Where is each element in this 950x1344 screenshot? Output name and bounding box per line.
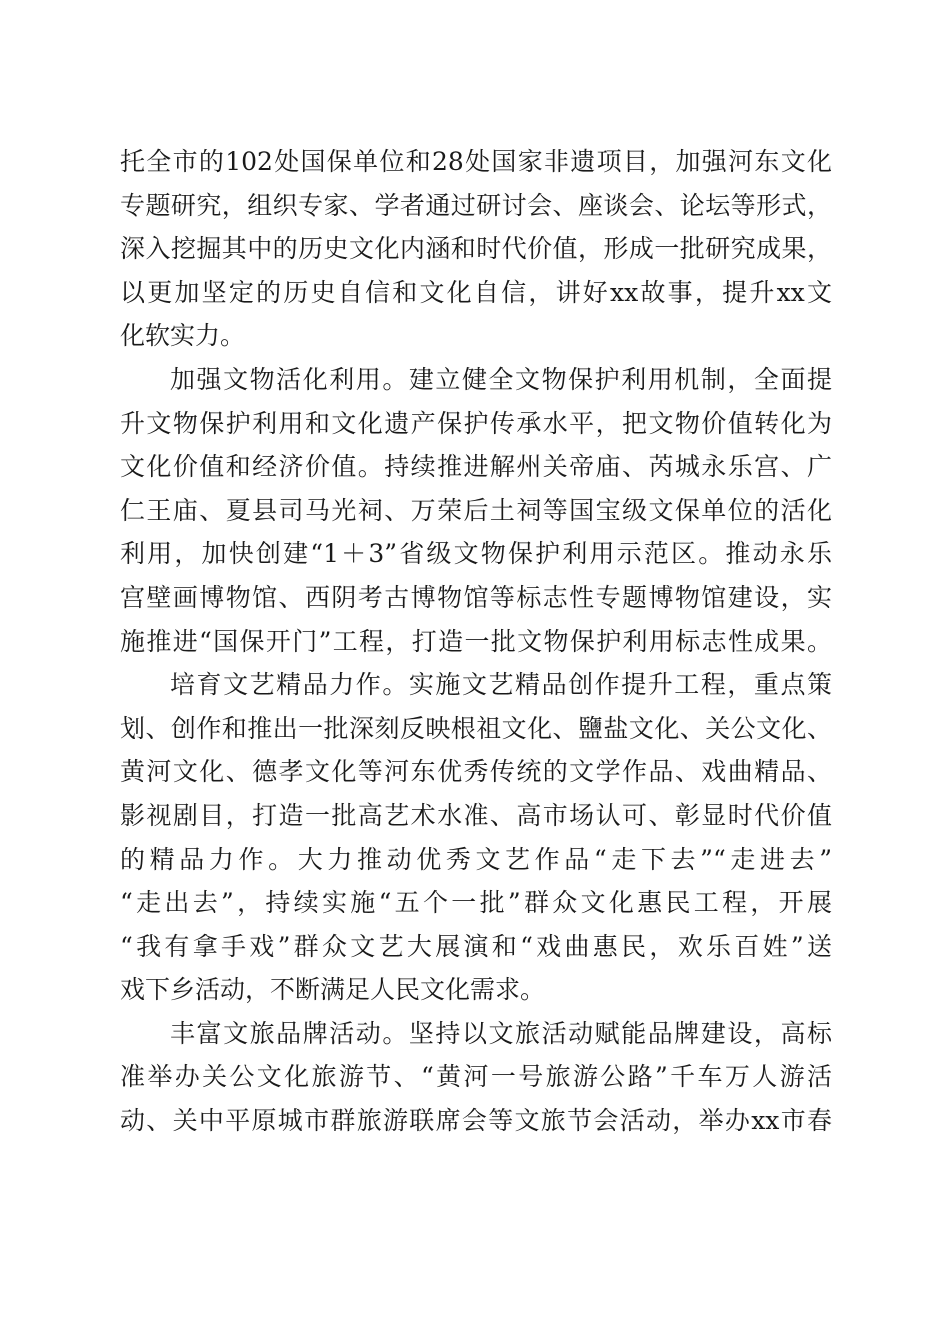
- text-line: 准举办关公文化旅游节、“黄河一号旅游公路”千车万人游活: [120, 1062, 832, 1092]
- text-line: 戏下乡活动，不断满足人民文化需求。: [120, 975, 546, 1005]
- text-line: 托全市的102处国保单位和28处国家非遗项目，加强河东文化: [120, 147, 832, 176]
- text-line: 深入挖掘其中的历史文化内涵和时代价值，形成一批研究成果，: [120, 234, 832, 264]
- paragraph-start-line: 培育文艺精品力作。实施文艺精品创作提升工程，重点策: [170, 670, 832, 700]
- text-line: 升文物保护利用和文化遗产保护传承水平，把文物价值转化为: [120, 408, 832, 438]
- text-line: 利用，加快创建“1＋3”省级文物保护利用示范区。推动永乐: [120, 539, 832, 569]
- text-line: 的精品力作。大力推动优秀文艺作品“走下去”“走进去”: [120, 844, 832, 874]
- text-line: 文化价值和经济价值。持续推进解州关帝庙、芮城永乐宫、广: [120, 452, 832, 482]
- text-line: 宫壁画博物馆、西阴考古博物馆等标志性专题博物馆建设，实: [120, 582, 832, 612]
- text-line: 划、创作和推出一批深刻反映根祖文化、鹽盐文化、关公文化、: [120, 713, 832, 743]
- paragraph-start-line: 加强文物活化利用。建立健全文物保护利用机制，全面提: [170, 364, 832, 394]
- document-body: [120, 140, 832, 1143]
- text-line: 施推进“国保开门”工程，打造一批文物保护利用标志性成果。: [120, 626, 832, 656]
- text-line: 化软实力。: [120, 321, 246, 351]
- text-line: 专题研究，组织专家、学者通过研讨会、座谈会、论坛等形式，: [120, 190, 832, 220]
- text-line: 影视剧目，打造一批高艺术水准、高市场认可、彰显时代价值: [120, 800, 832, 830]
- paragraph-start-line: 丰富文旅品牌活动。坚持以文旅活动赋能品牌建设，高标: [170, 1018, 832, 1048]
- text-line: 动、关中平原城市群旅游联席会等文旅节会活动，举办xx市春: [120, 1106, 832, 1136]
- text-line: 仁王庙、夏县司马光祠、万荣后土祠等国宝级文保单位的活化: [120, 495, 832, 525]
- text-line: 黄河文化、德孝文化等河东优秀传统的文学作品、戏曲精品、: [120, 757, 832, 787]
- text-line: “我有拿手戏”群众文艺大展演和“戏曲惠民，欢乐百姓”送: [120, 931, 832, 961]
- text-line: 以更加坚定的历史自信和文化自信，讲好xx故事，提升xx文: [120, 277, 832, 307]
- text-line: “走出去”，持续实施“五个一批”群众文化惠民工程，开展: [120, 888, 832, 918]
